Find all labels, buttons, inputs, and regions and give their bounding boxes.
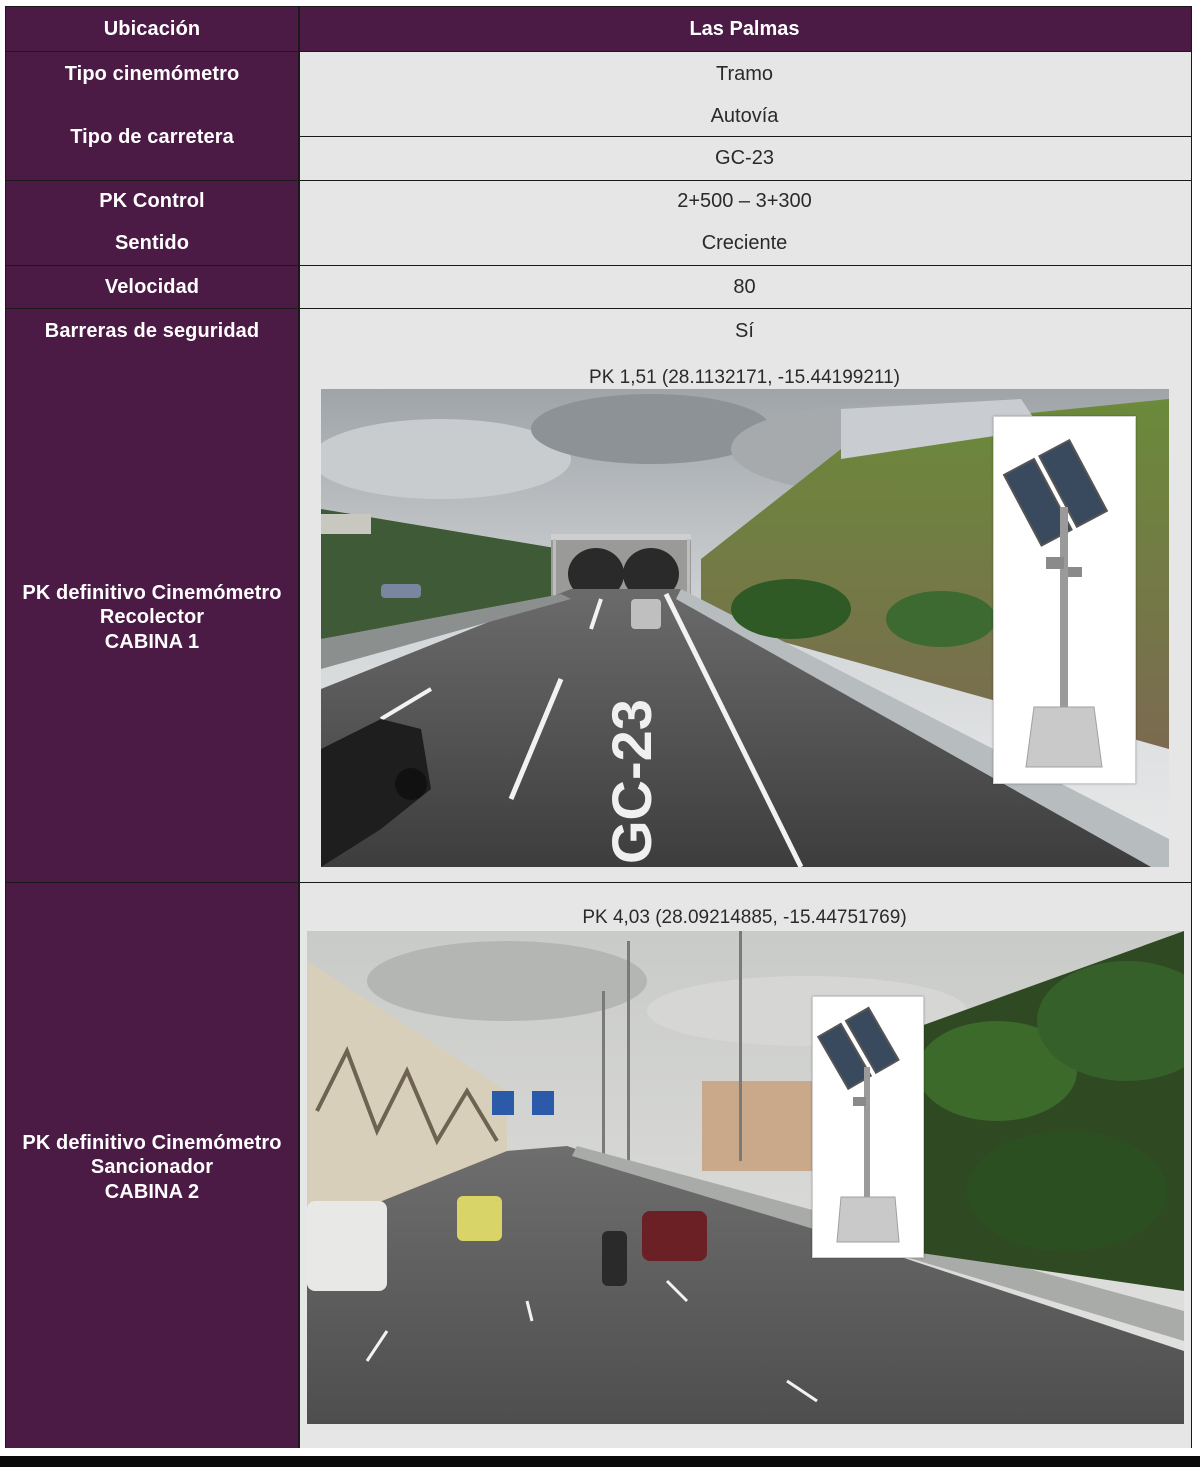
header-value-cell — [298, 7, 1191, 51]
cabina1-label-cell — [6, 308, 298, 882]
highway-scene — [307, 931, 1184, 1424]
cabina1-label-line2: Recolector — [99, 606, 205, 628]
cabina1-road-photo — [321, 389, 1169, 867]
direction-label: Sentido — [114, 232, 190, 254]
direction-value: Creciente — [701, 232, 788, 254]
cabina1-value-cell — [298, 308, 1191, 882]
road-type-label-cell — [6, 51, 298, 180]
pk-control-value-cell — [298, 180, 1191, 265]
pk-control-value: 2+500 – 3+300 — [677, 190, 812, 212]
pk-control-label: PK Control — [99, 190, 205, 212]
cabina2-solar-pole-image — [812, 996, 924, 1258]
speed-label-cell — [6, 265, 298, 308]
row-divider — [6, 308, 1191, 309]
barriers-value: Sí — [735, 320, 754, 342]
row-divider — [6, 51, 1191, 52]
camera-type-value-cell — [298, 51, 1191, 136]
row-divider — [6, 180, 1191, 181]
pk-control-label-cell — [6, 180, 298, 265]
speed-label: Velocidad — [104, 276, 200, 298]
header-value: Las Palmas — [689, 18, 800, 40]
cabina1-pk: PK 1,51 (28.1132171, -15.44199211) — [589, 367, 900, 388]
cabina2-value-cell — [298, 882, 1191, 1448]
speed-value: 80 — [733, 276, 756, 298]
road-name-value-cell — [298, 136, 1191, 180]
cabina2-label-line1: PK definitivo Cinemómetro — [22, 1132, 282, 1154]
row-divider — [6, 265, 1191, 266]
speed-value-cell — [298, 265, 1191, 308]
header-label: Ubicación — [103, 18, 201, 40]
header-label-cell — [6, 7, 298, 51]
solar-camera-pole-icon — [813, 997, 923, 1257]
road-name-value: GC-23 — [715, 147, 774, 169]
cabina2-label-cell — [6, 882, 298, 1448]
bottom-edge — [0, 1456, 1200, 1467]
column-divider — [298, 7, 300, 1448]
row-divider — [6, 882, 1191, 883]
road-marking-text: GC-23 — [600, 699, 663, 864]
cabina1-solar-pole-image — [993, 416, 1136, 784]
row-divider — [298, 136, 1191, 137]
solar-camera-pole-icon — [994, 417, 1135, 783]
cabina2-label-line3: CABINA 2 — [104, 1181, 200, 1203]
speed-camera-info-table — [5, 6, 1192, 1448]
cabina2-label-line2: Sancionador — [90, 1156, 214, 1178]
cabina2-road-photo — [307, 931, 1184, 1424]
cabina1-label-line3: CABINA 1 — [104, 631, 200, 653]
road-type-value: Autovía — [710, 105, 779, 127]
road-type-label: Tipo de carretera — [70, 126, 234, 148]
cabina1-label-line1: PK definitivo Cinemómetro — [22, 582, 282, 604]
camera-type-label: Tipo cinemómetro — [64, 63, 240, 85]
camera-type-value: Tramo — [715, 63, 774, 85]
cabina2-pk: PK 4,03 (28.09214885, -15.44751769) — [582, 907, 907, 928]
barriers-label: Barreras de seguridad — [44, 320, 260, 342]
